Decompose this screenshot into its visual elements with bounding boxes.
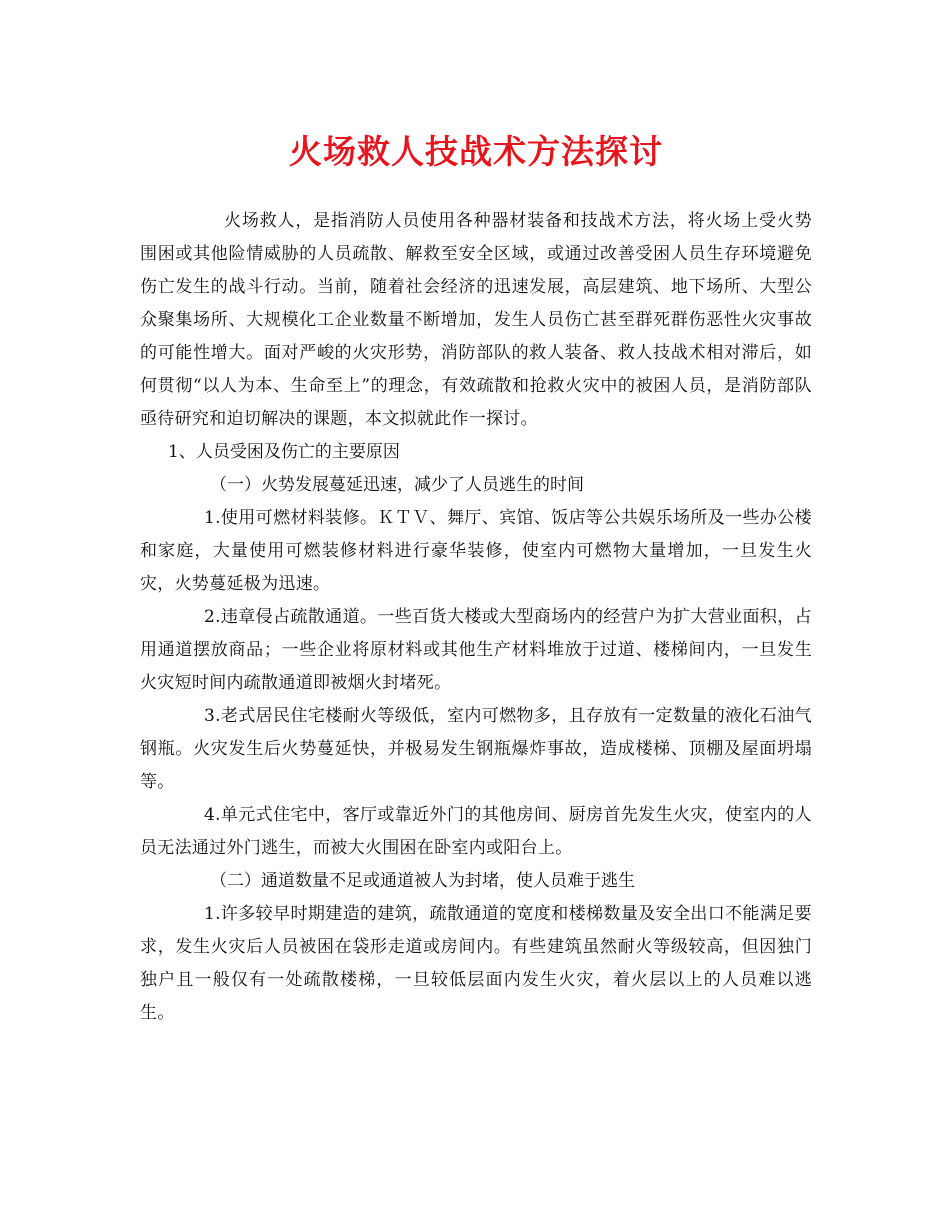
subsection-heading-1: （一）火势发展蔓延迅速，减少了人员逃生的时间 [210, 475, 584, 495]
section-heading-1: 1、人员受困及伤亡的主要原因 [168, 442, 400, 462]
document-title: 火场救人技战术方法探讨 [289, 132, 663, 171]
list-item: 2.违章侵占疏散通道。一些百货大楼或大型商场内的经营户为扩大营业面积，占用通道摆放商品；一些企业将原材料或其他生产材料堆放于过道、楼梯间内，一旦发生火灾短时间内疏散通道即被烟火封堵死。 [140, 607, 812, 693]
subsection-heading-2: （二）通道数量不足或通道被人为封堵，使人员难于逃生 [210, 871, 635, 891]
intro-paragraph: 火场救人，是指消防人员使用各种器材装备和技战术方法，将火场上受火势围困或其他险情威胁的人员疏散、解救至安全区域，或通过改善受困人员生存环境避免伤亡发生的战斗行动。当前，随着社会经济的迅速发展，高层建筑、地下场所、大型公众聚集场所、大规模化工企业数量不断增加，发生人员伤亡甚至群死群伤恶性火灾事故的可能性增大。面对严峻的火灾形势，消防部队的救人装备、救人技战术相对滞后，如何贯彻“以人为本、生命至上”的理念，有效疏散和抢救火灾中的被困人员，是消防部队亟待研究和迫切解决的课题，本文拟就此作一探讨。 [140, 211, 812, 429]
list-item: 4.单元式住宅中，客厅或靠近外门的其他房间、厨房首先发生火灾，使室内的人员无法通过外门逃生，而被大火围困在卧室内或阳台上。 [140, 805, 812, 858]
document-body [140, 205, 812, 1030]
list-item: 1.使用可燃材料装修。ＫＴＶ、舞厅、宾馆、饭店等公共娱乐场所及一些办公楼和家庭，大量使用可燃装修材料进行豪华装修，使室内可燃物大量增加，一旦发生火灾，火势蔓延极为迅速。 [140, 508, 812, 594]
document-page [140, 122, 812, 1030]
list-item: 1.许多较早时期建造的建筑，疏散通道的宽度和楼梯数量及安全出口不能满足要求，发生火灾后人员被困在袋形走道或房间内。有些建筑虽然耐火等级较高，但因独门独户且一般仅有一处疏散楼梯，一旦较低层面内发生火灾，着火层以上的人员难以逃生。 [140, 904, 812, 1023]
list-item: 3.老式居民住宅楼耐火等级低，室内可燃物多，且存放有一定数量的液化石油气钢瓶。火灾发生后火势蔓延快，并极易发生钢瓶爆炸事故，造成楼梯、顶棚及屋面坍塌等。 [140, 706, 812, 792]
